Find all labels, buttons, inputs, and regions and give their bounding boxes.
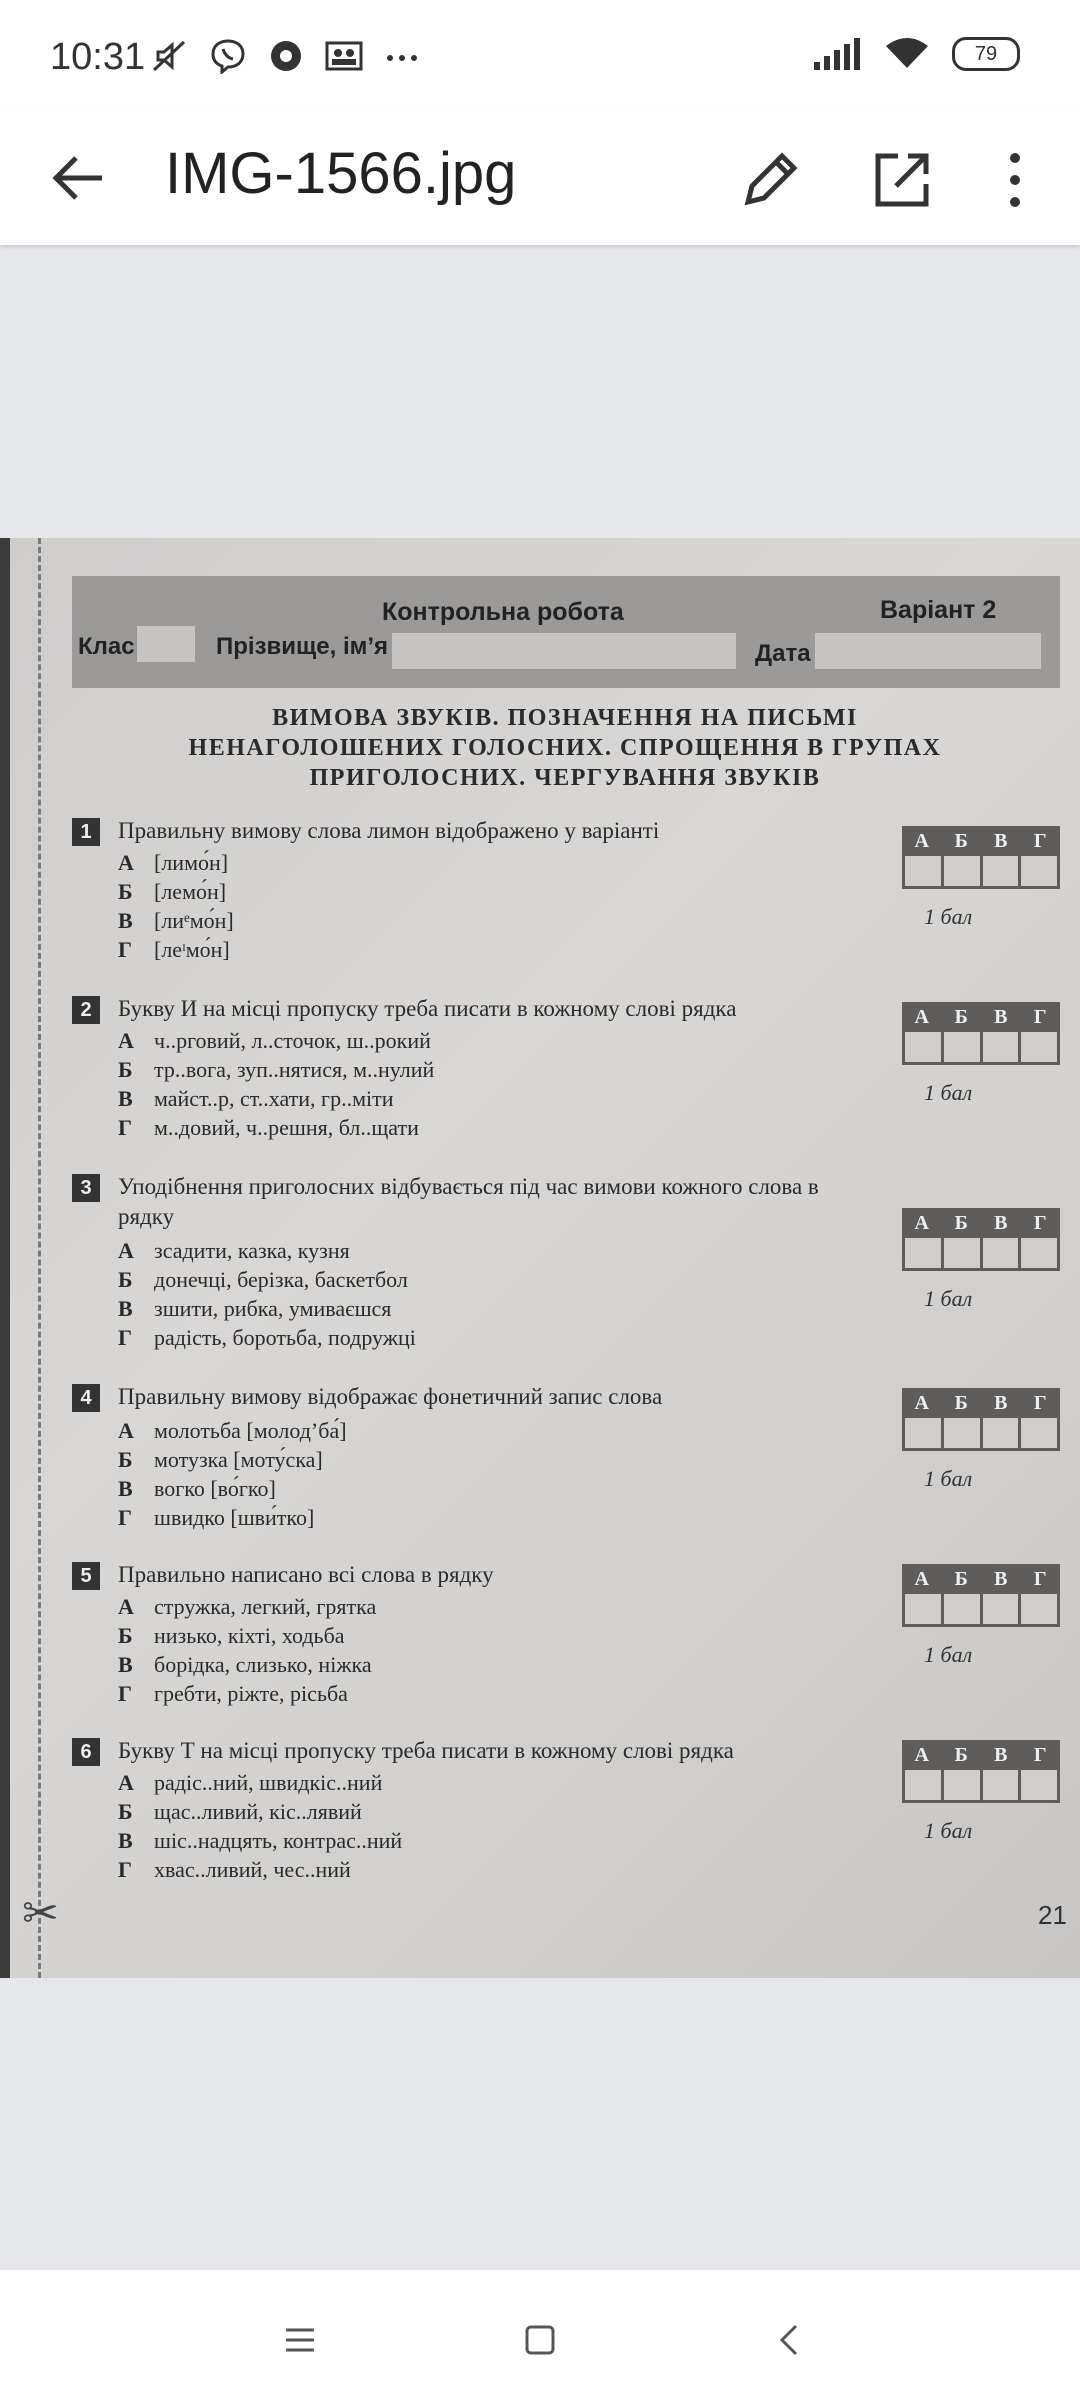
option: А молотьба [молод’ба́] <box>118 1418 347 1443</box>
answer-grid: А Б В Г <box>902 1740 1060 1803</box>
question-number: 2 <box>72 996 100 1024</box>
status-icons-right <box>812 36 1020 72</box>
option: Б тр..вога, зуп..нятися, м..нулий <box>118 1057 435 1082</box>
open-external-icon[interactable] <box>862 140 942 220</box>
question-text: Правильну вимову слова лимон відображено у варіанті <box>118 818 660 843</box>
date-label: Дата <box>755 640 811 667</box>
navigation-bar <box>0 2270 1080 2400</box>
question-text: Правильно написано всі слова в рядку <box>118 1562 494 1587</box>
score-label: 1 бал <box>924 904 973 929</box>
name-field <box>392 633 736 669</box>
option: Г гребти, ріжте, рісьба <box>118 1681 348 1706</box>
header-band <box>72 576 1060 688</box>
question-number: 3 <box>72 1174 100 1202</box>
chrome-icon <box>266 38 306 74</box>
option: Г хвас..ливий, чес..ний <box>118 1857 351 1882</box>
options-list <box>118 1592 898 1708</box>
score-label: 1 бал <box>924 1466 973 1491</box>
class-field <box>137 626 195 662</box>
gallery-icon <box>324 38 364 74</box>
option: Б донечці, берізка, баскетбол <box>118 1267 408 1292</box>
date-field <box>815 633 1041 669</box>
options-list <box>118 1236 898 1352</box>
status-bar <box>0 0 1080 110</box>
question-number: 1 <box>72 818 100 846</box>
score-label: 1 бал <box>924 1286 973 1311</box>
option: Г м..довий, ч..решня, бл..щати <box>118 1115 419 1140</box>
name-label: Прізвище, ім’я <box>216 633 389 660</box>
answer-grid: А Б В Г <box>902 1002 1060 1065</box>
status-icons-left <box>150 38 422 74</box>
document-photo[interactable] <box>0 538 1080 1978</box>
pencil-icon[interactable] <box>730 140 810 220</box>
option: А стружка, легкий, грятка <box>118 1594 377 1619</box>
back-arrow-icon[interactable] <box>40 138 120 218</box>
topic-line: ПРИГОЛОСНИХ. ЧЕРГУВАННЯ ЗВУКІВ <box>309 765 821 791</box>
options-list <box>118 1768 898 1884</box>
topic-line: НЕНАГОЛОШЕНИХ ГОЛОСНИХ. СПРОЩЕННЯ В ГРУПАХ <box>188 735 942 761</box>
home-icon[interactable] <box>510 2310 570 2370</box>
class-label: Клас <box>78 633 135 660</box>
question-number: 4 <box>72 1384 100 1412</box>
question-text: Уподібнення приголосних відбувається під час вимови кожного слова в рядку <box>118 1174 819 1229</box>
question-text: Правильну вимову відображає фонетичний запис слова <box>118 1384 663 1409</box>
question-number: 5 <box>72 1562 100 1590</box>
topic-heading <box>120 703 1010 793</box>
question-text: Букву И на місці пропуску треба писати в кожному слові рядка <box>118 996 737 1021</box>
score-label: 1 бал <box>924 1080 973 1105</box>
viber-icon <box>208 38 248 74</box>
answer-grid: А Б В Г <box>902 1388 1060 1451</box>
option: Г швидко [шви́тко] <box>118 1505 315 1530</box>
answer-grid: А Б В Г <box>902 826 1060 889</box>
topic-line: ВИМОВА ЗВУКІВ. ПОЗНАЧЕННЯ НА ПИСЬМІ <box>272 705 858 731</box>
option: В зшити, рибка, умиваєшся <box>118 1296 392 1321</box>
option: В [лиᵉмо́н] <box>118 908 234 933</box>
option: В майст..р, ст..хати, гр..міти <box>118 1086 394 1111</box>
options-list <box>118 1026 898 1142</box>
option: Б [лемо́н] <box>118 879 227 904</box>
option: В вогко [во́гко] <box>118 1476 276 1501</box>
options-list <box>118 1416 898 1532</box>
option: Г [леᶦмо́н] <box>118 937 230 962</box>
menu-icon[interactable] <box>270 2310 330 2370</box>
mute-icon <box>150 38 190 74</box>
wifi-icon <box>884 36 930 72</box>
status-time: 10:31 <box>50 36 146 78</box>
doc-variant: Варіант 2 <box>880 596 997 624</box>
option: А зсадити, казка, кузня <box>118 1238 350 1263</box>
signal-icon <box>812 36 862 72</box>
option: В шіс..надцять, контрас..ний <box>118 1828 403 1853</box>
photo-edge <box>0 538 10 1978</box>
app-bar <box>0 110 1080 245</box>
option: А [лимо́н] <box>118 850 229 875</box>
back-icon[interactable] <box>760 2310 820 2370</box>
question-number: 6 <box>72 1738 100 1766</box>
option: Б щас..ливий, кіс..лявий <box>118 1799 362 1824</box>
question-text: Букву Т на місці пропуску треба писати в кожному слові рядка <box>118 1738 734 1763</box>
doc-title: Контрольна робота <box>382 598 624 626</box>
scissors-icon: ✂ <box>22 1889 59 1938</box>
answer-grid: А Б В Г <box>902 1208 1060 1271</box>
more-dots-icon <box>382 38 422 74</box>
battery-icon: 79 <box>952 37 1020 71</box>
option: А радіс..ний, швидкіс..ний <box>118 1770 383 1795</box>
page-number: 21 <box>1038 1900 1067 1930</box>
score-label: 1 бал <box>924 1818 973 1843</box>
file-title: IMG-1566.jpg <box>165 141 517 206</box>
option: Б мотузка [моту́ска] <box>118 1447 323 1472</box>
option: А ч..рговий, л..сточок, ш..рокий <box>118 1028 431 1053</box>
option: В борідка, слизько, ніжка <box>118 1652 372 1677</box>
cut-line <box>38 538 41 1978</box>
answer-grid: А Б В Г <box>902 1564 1060 1627</box>
more-vertical-icon[interactable] <box>985 140 1045 220</box>
options-list <box>118 848 898 964</box>
option: Б низько, кіхті, ходьба <box>118 1623 345 1648</box>
option: Г радість, боротьба, подружці <box>118 1325 416 1350</box>
score-label: 1 бал <box>924 1642 973 1667</box>
